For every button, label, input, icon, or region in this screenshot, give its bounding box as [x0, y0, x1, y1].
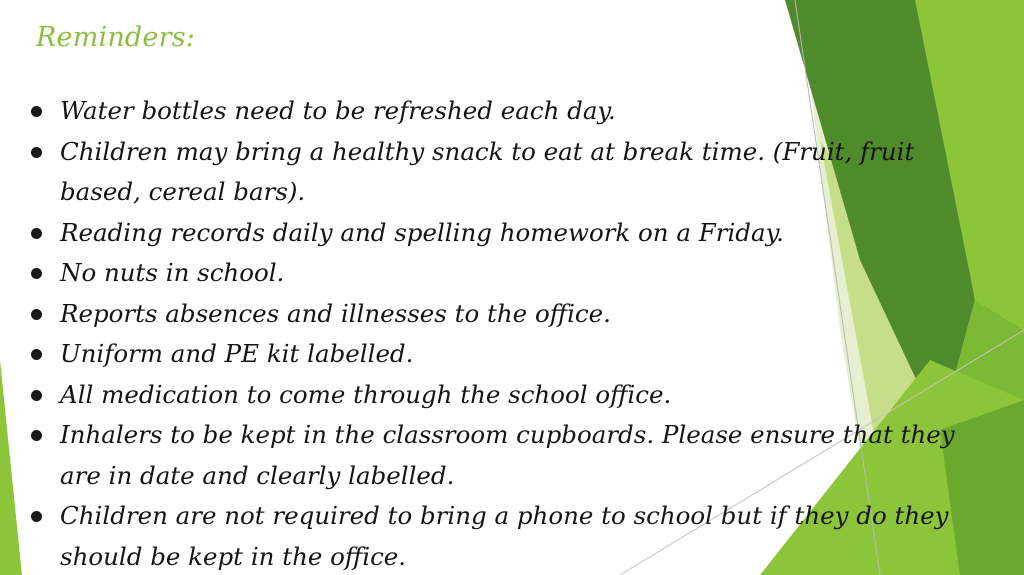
bullet-icon [31, 106, 42, 117]
bullet-icon [31, 309, 42, 320]
list-item [28, 294, 993, 335]
bullet-icon [31, 390, 42, 401]
list-item [28, 375, 993, 416]
list-item-text: All medication to come through the school office. [60, 379, 672, 409]
list-item-text: Children may bring a healthy snack to eat at break time. (Fruit, fruit based, cereal bars). [60, 136, 915, 206]
list-item [28, 213, 993, 254]
list-item [28, 415, 993, 496]
list-item-text: Inhalers to be kept in the classroom cupboards. Please ensure that they are in date and clearly labelled. [60, 420, 955, 490]
bullet-icon [31, 349, 42, 360]
list-item [28, 253, 993, 294]
list-item-text: Reading records daily and spelling homework on a Friday. [60, 217, 784, 247]
slide-title: Reminders: [36, 22, 196, 53]
reminders-list [28, 91, 993, 575]
bullet-icon [31, 430, 42, 441]
bullet-icon [31, 147, 42, 158]
list-item [28, 91, 993, 132]
bullet-icon [31, 228, 42, 239]
left-green-strip [0, 360, 22, 575]
list-item-text: No nuts in school. [60, 258, 285, 287]
bullet-icon [31, 511, 42, 522]
bullet-icon [31, 268, 42, 279]
list-item-text: Children are not required to bring a phone to school but if they do they should be kept in the office. [60, 501, 949, 571]
list-item-text: Water bottles need to be refreshed each day. [60, 96, 616, 125]
list-item [28, 132, 993, 213]
list-item [28, 334, 993, 375]
list-item-text: Reports absences and illnesses to the office. [60, 298, 611, 328]
list-item-text: Uniform and PE kit labelled. [60, 339, 414, 368]
list-item [28, 496, 993, 575]
